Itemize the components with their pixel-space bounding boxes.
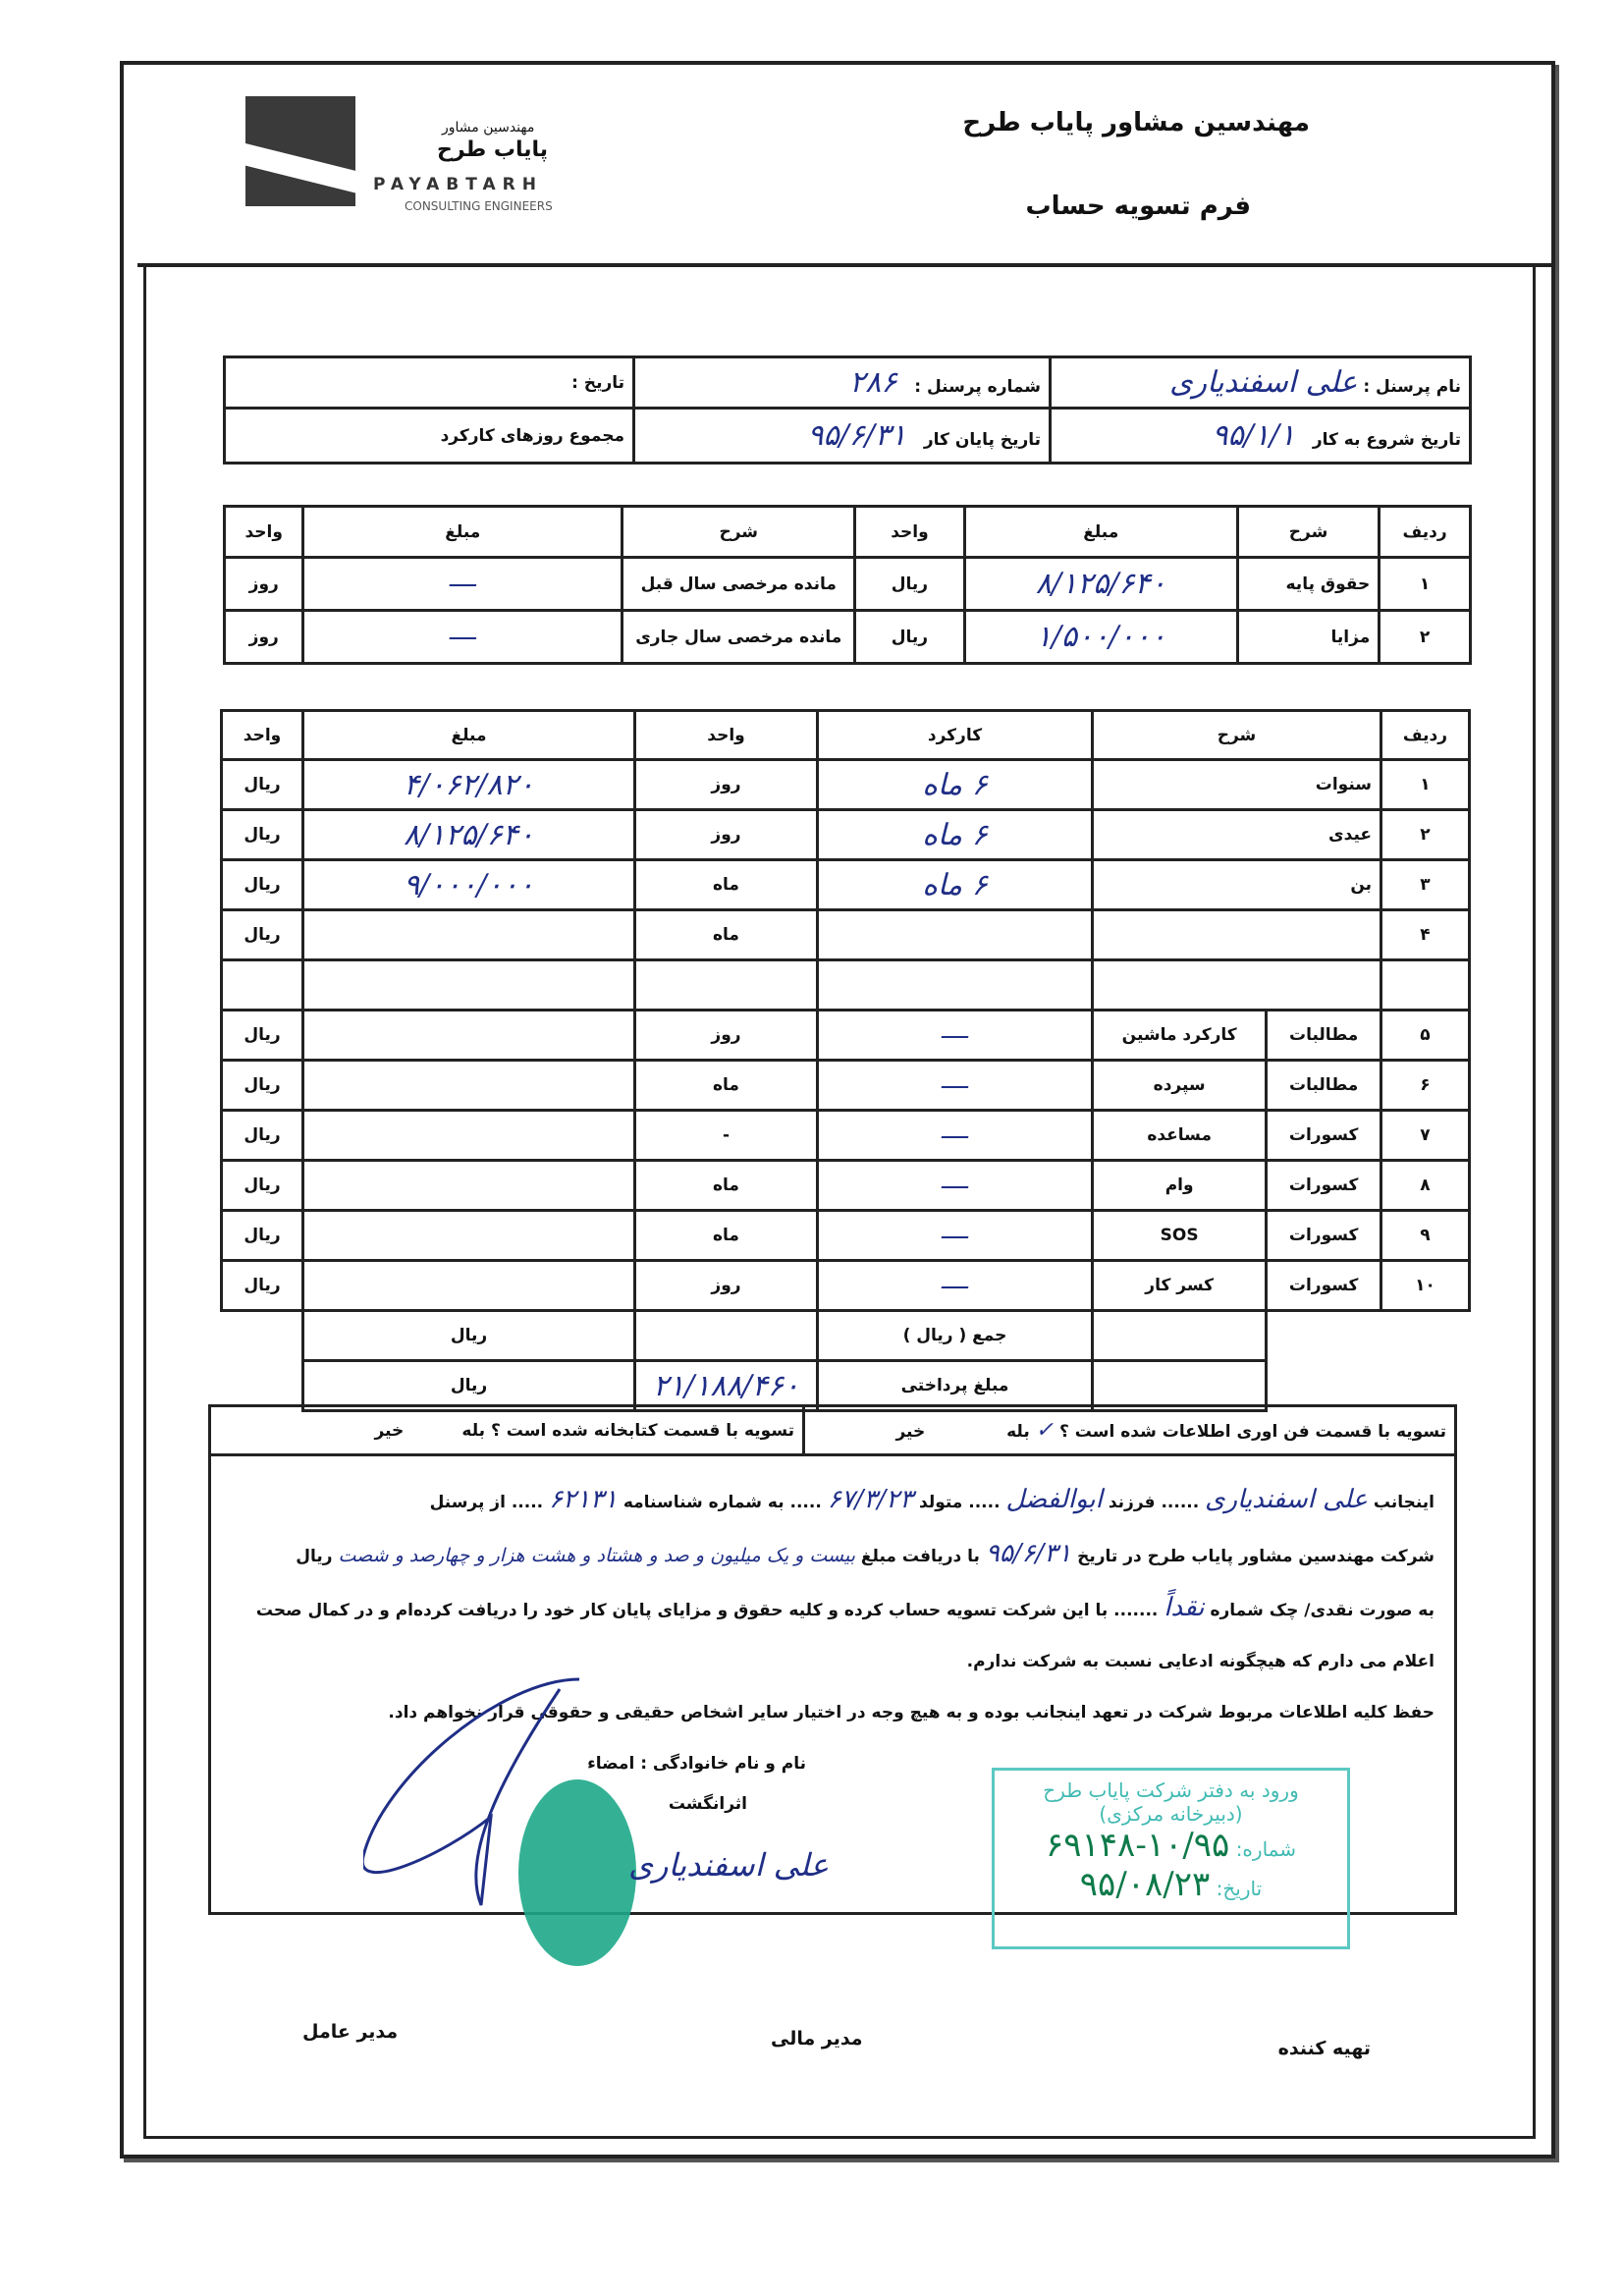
amount: ۴/۰۶۲/۸۲۰	[303, 760, 635, 810]
salary-row	[225, 558, 1471, 611]
amount: ۸/۱۲۵/۶۴۰	[303, 810, 635, 860]
table-row	[222, 860, 1470, 910]
amount	[635, 1311, 818, 1361]
column-header: مبلغ	[303, 507, 623, 558]
description: کارکرد ماشین	[1093, 1011, 1267, 1061]
table-row	[222, 1011, 1470, 1061]
unit: ریال	[222, 1161, 303, 1211]
amount	[303, 1161, 635, 1211]
row-number: ۱۰	[1381, 1261, 1470, 1311]
unit: ریال	[222, 910, 303, 960]
logo-text: پایاب طرح	[437, 137, 549, 162]
work-amount: ۶ ماه	[818, 760, 1093, 810]
unit: ماه	[635, 860, 818, 910]
logo-text-small: مهندسین مشاور	[442, 120, 535, 136]
form-title: فرم تسویه حساب	[1025, 191, 1251, 221]
unit: ریال	[222, 1211, 303, 1261]
category: کسورات	[1267, 1211, 1381, 1261]
row-number: ۵	[1381, 1011, 1470, 1061]
unit: -	[635, 1111, 818, 1161]
date-cell: تاریخ :	[225, 357, 634, 409]
column-header: واحد	[222, 711, 303, 760]
table-row	[222, 1211, 1470, 1261]
company-name: مهندسین مشاور پایاب طرح	[962, 108, 1310, 137]
total-row	[222, 1311, 1470, 1361]
work-amount: ۶ ماه	[818, 860, 1093, 910]
amount: ۹/۰۰۰/۰۰۰	[303, 860, 635, 910]
total-days-cell: مجموع روزهای کارکرد	[225, 409, 634, 464]
row-number: ۶	[1381, 1061, 1470, 1111]
amount: ۸/۱۲۵/۶۴۰	[964, 558, 1237, 611]
unit: ریال	[303, 1311, 635, 1361]
description: عیدی	[1093, 810, 1381, 860]
work-amount: —	[818, 1111, 1093, 1161]
description: سپرده	[1093, 1061, 1267, 1111]
unit: ریال	[303, 1361, 635, 1411]
category: کسورات	[1267, 1161, 1381, 1211]
logo-text-en: PAYABTARH	[373, 175, 543, 194]
category: مطالبات	[1267, 1011, 1381, 1061]
category: کسورات	[1267, 1111, 1381, 1161]
settlement-table	[208, 1404, 1457, 1456]
unit	[635, 960, 818, 1011]
statement-line-1: اینجانب علی اسفندیاری ...... فرزند ابوالفضل ..... متولد ۶۷/۳/۲۳ ..... به شماره شناسنامه ۶۲۱۳۱ ..... از پرسنل	[429, 1485, 1435, 1514]
column-header: مبلغ	[303, 711, 635, 760]
unit: ریال	[222, 1111, 303, 1161]
salary-row	[225, 611, 1471, 664]
unit: روز	[635, 810, 818, 860]
start-date-cell: تاریخ شروع به کار ۹۵/۱/۱	[1051, 409, 1471, 464]
column-header: مبلغ	[964, 507, 1237, 558]
row-number: ۲	[1380, 611, 1471, 664]
row-number: ۳	[1381, 860, 1470, 910]
unit: ریال	[222, 1061, 303, 1111]
unit: ریال	[855, 611, 964, 664]
salary-table	[223, 505, 1472, 665]
work-amount: ۶ ماه	[818, 810, 1093, 860]
amount: ۱/۵۰۰/۰۰۰	[964, 611, 1237, 664]
table-row	[222, 760, 1470, 810]
unit: ماه	[635, 1211, 818, 1261]
amount	[303, 1111, 635, 1161]
finance-manager-label: مدیر مالی	[771, 2028, 863, 2050]
description: مساعده	[1093, 1111, 1267, 1161]
unit: روز	[225, 611, 303, 664]
row-number: ۱	[1381, 760, 1470, 810]
amount: —	[303, 611, 623, 664]
personnel-info-table	[223, 355, 1472, 465]
category: مطالبات	[1267, 1061, 1381, 1111]
sign-label: نام و نام خانوادگی : امضاء	[587, 1754, 806, 1774]
work-amount	[818, 910, 1093, 960]
column-header: واحد	[225, 507, 303, 558]
amount	[303, 1261, 635, 1311]
row-number: ۱	[1380, 558, 1471, 611]
row-number: ۲	[1381, 810, 1470, 860]
amount	[303, 1211, 635, 1261]
table-row	[222, 960, 1470, 1011]
label: جمع ( ریال )	[818, 1311, 1093, 1361]
table-row	[222, 1061, 1470, 1111]
unit: ماه	[635, 1161, 818, 1211]
row-number: ۹	[1381, 1211, 1470, 1261]
table-row	[222, 810, 1470, 860]
unit: ماه	[635, 1061, 818, 1111]
description	[1093, 910, 1381, 960]
row-number: ۷	[1381, 1111, 1470, 1161]
description: وام	[1093, 1161, 1267, 1211]
unit: ریال	[222, 1261, 303, 1311]
column-header: کارکرد	[818, 711, 1093, 760]
description: حقوق پایه	[1237, 558, 1379, 611]
amount	[303, 960, 635, 1011]
statement-line-2: شرکت مهندسین مشاور پایاب طرح در تاریخ ۹۵/۶/۳۱ با دریافت مبلغ بیست و یک میلیون و صد و هشتاد و هشت هزار و چهارصد و شصت ریال	[296, 1539, 1435, 1568]
preparer-label: تهیه کننده	[1277, 2038, 1371, 2059]
table-row	[222, 1261, 1470, 1311]
unit: ریال	[222, 760, 303, 810]
library-settlement: تسویه با قسمت کتابخانه شده است ؟ بله خیر	[210, 1406, 804, 1455]
end-date-cell: تاریخ پایان کار ۹۵/۶/۳۱	[634, 409, 1051, 464]
id-cell: شماره پرسنل : ۲۸۶	[634, 357, 1051, 409]
description: مزایا	[1237, 611, 1379, 664]
logo-subtext-en: CONSULTING ENGINEERS	[405, 199, 553, 213]
column-header: شرح	[623, 507, 855, 558]
column-header: ردیف	[1381, 711, 1470, 760]
description: مانده مرخصی سال جاری	[623, 611, 855, 664]
description: سنوات	[1093, 760, 1381, 810]
statement-line-4: اعلام می دارم که هیچگونه ادعایی نسبت به شرکت ندارم.	[966, 1652, 1435, 1671]
company-logo	[245, 96, 355, 206]
description: بن	[1093, 860, 1381, 910]
work-amount: —	[818, 1211, 1093, 1261]
unit	[222, 960, 303, 1011]
table-row	[222, 1161, 1470, 1211]
description: کسر کار	[1093, 1261, 1267, 1311]
amount: —	[303, 558, 623, 611]
ceo-label: مدیر عامل	[302, 2021, 399, 2043]
statement-line-5: حفظ کلیه اطلاعات مربوط شرکت در تعهد اینجانب بوده و به هیچ وجه در اختیار سایر اشخاص حقیقی و حقوقی قرار نخواهم داد.	[388, 1703, 1435, 1722]
column-header: واحد	[855, 507, 964, 558]
unit: روز	[225, 558, 303, 611]
paid-row	[222, 1361, 1470, 1411]
unit: روز	[635, 1261, 818, 1311]
it-settlement: تسویه با قسمت فن اوری اطلاعات شده است ؟ ✓ بله خیر	[804, 1406, 1456, 1455]
amount: ۲۱/۱۸۸/۴۶۰	[635, 1361, 818, 1411]
column-header: واحد	[635, 711, 818, 760]
amount	[303, 1061, 635, 1111]
unit: ماه	[635, 910, 818, 960]
row-number: ۴	[1381, 910, 1470, 960]
description: مانده مرخصی سال قبل	[623, 558, 855, 611]
unit: ریال	[222, 810, 303, 860]
table-row	[222, 910, 1470, 960]
work-amount: —	[818, 1061, 1093, 1111]
work-amount: —	[818, 1161, 1093, 1211]
column-header: شرح	[1237, 507, 1379, 558]
category: کسورات	[1267, 1261, 1381, 1311]
unit: روز	[635, 760, 818, 810]
registry-stamp: ورود به دفتر شرکت پایاب طرح (دبیرخانه مرکزی) شماره: ۱۰/۹۵-۶۹۱۴۸ تاریخ: ۹۵/۰۸/۲۳	[992, 1768, 1350, 1949]
column-header: شرح	[1093, 711, 1381, 760]
unit: ریال	[222, 860, 303, 910]
work-amount: —	[818, 1261, 1093, 1311]
table-row	[222, 1111, 1470, 1161]
name-cell: نام پرسنل : علی اسفندیاری	[1051, 357, 1471, 409]
row-number	[1381, 960, 1470, 1011]
unit: روز	[635, 1011, 818, 1061]
signature-name: علی اسفندیاری	[628, 1846, 830, 1884]
description	[1093, 960, 1381, 1011]
amount	[303, 1011, 635, 1061]
unit: ریال	[855, 558, 964, 611]
row-number: ۸	[1381, 1161, 1470, 1211]
work-amount	[818, 960, 1093, 1011]
items-table	[220, 709, 1471, 1412]
description: SOS	[1093, 1211, 1267, 1261]
column-header: ردیف	[1380, 507, 1471, 558]
unit: ریال	[222, 1011, 303, 1061]
statement-line-3: به صورت نقدی/ چک شماره نقداً ....... با این شرکت تسویه حساب کرده و کلیه حقوق و مزایای پایان کار خود را دریافت کرده‌ام و در کمال صحت	[255, 1593, 1435, 1622]
thumb-label: اثرانگشت	[668, 1794, 747, 1814]
label: مبلغ پرداختی	[818, 1361, 1093, 1411]
amount	[303, 910, 635, 960]
work-amount: —	[818, 1011, 1093, 1061]
